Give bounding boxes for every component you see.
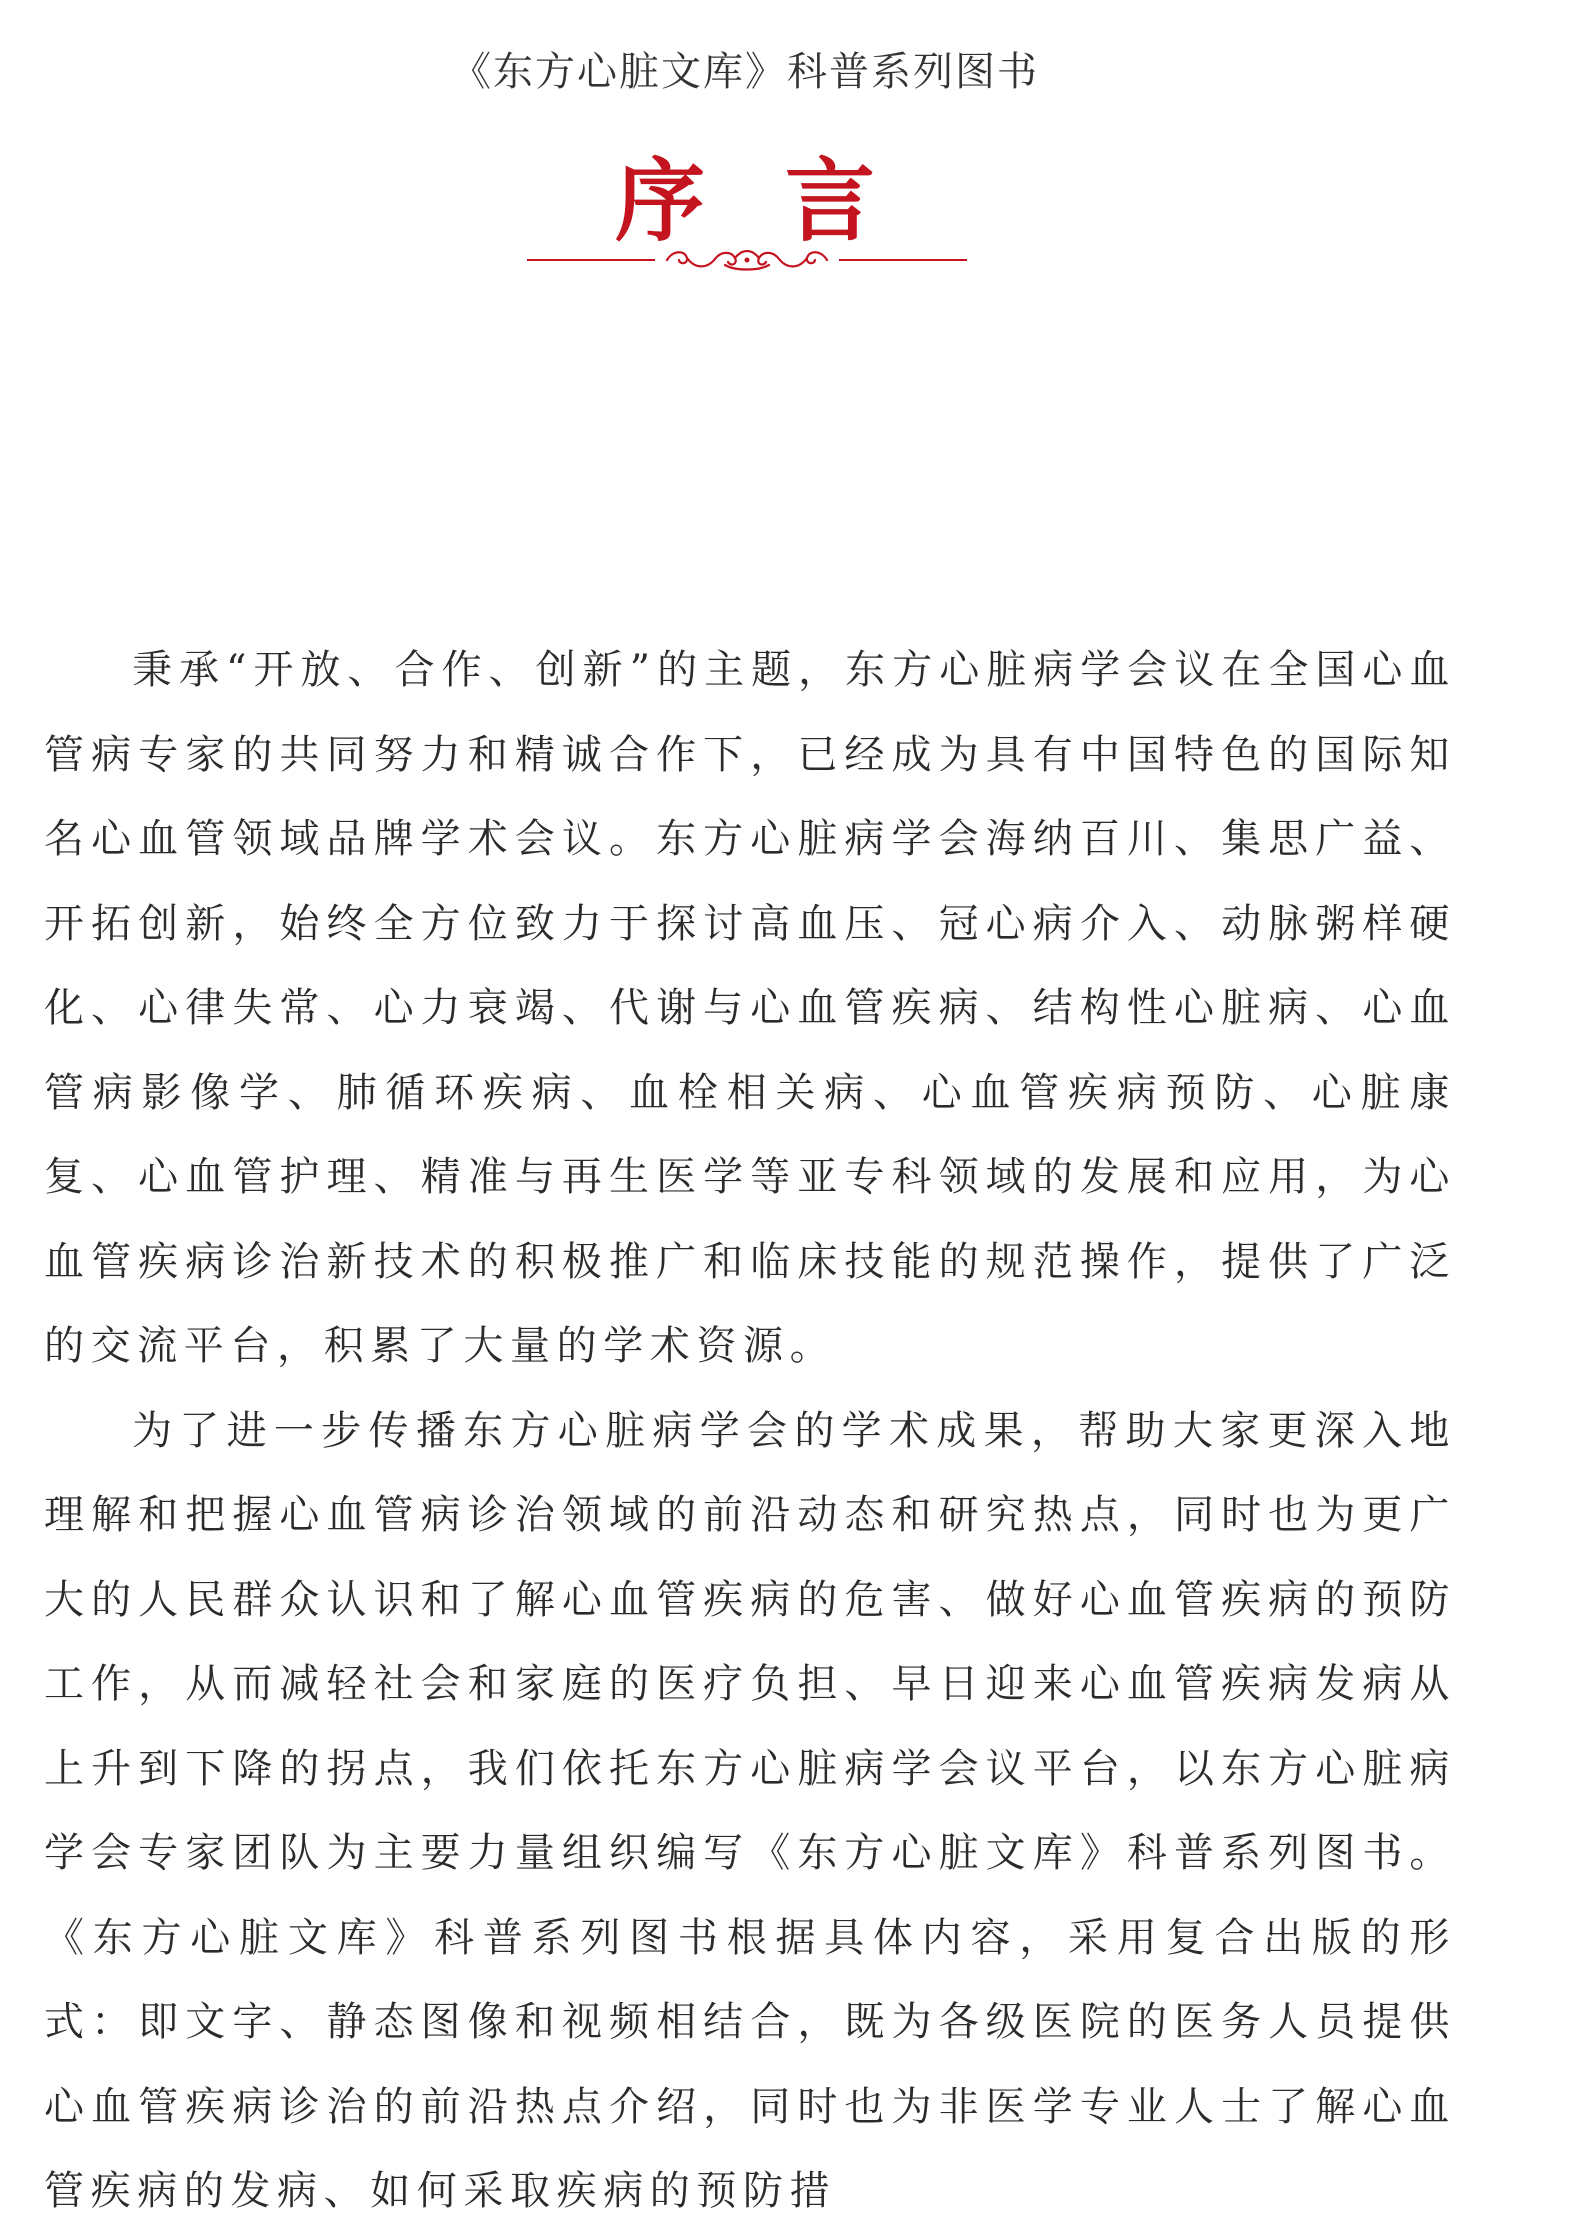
preface-title: 序言 bbox=[615, 148, 955, 254]
preface-paragraph: 为了进一步传播东方心脏病学会的学术成果，帮助大家更深入地理解和把握心血管病诊治领域的前沿动态和研究热点，同时也为更广大的人民群众认识和了解心血管疾病的危害、做好心血管疾病的预防工作，从而减轻社会和家庭的医疗负担、早日迎来心血管疾病发病从上升到下降的拐点，我们依托东方心脏病学会议平台，以东方心脏病学会专家团队为主要力量组织编写《东方心脏文库》科普系列图书。《东方心脏文库》科普系列图书根据具体内容，采用复合出版的形式：即文字、静态图像和视频相结合，既为各级医院的医务人员提供心血管疾病诊治的前沿热点介绍，同时也为非医学专业人士了解心血管疾病的发病、如何采取疾病的预防措 bbox=[44, 1407, 1456, 2214]
preface-body bbox=[44, 628, 1456, 2234]
preface-paragraph: 秉承“开放、合作、创新”的主题，东方心脏病学会议在全国心血管病专家的共同努力和精诚合作下，已经成为具有中国特色的国际知名心血管领域品牌学术会议。东方心脏病学会海纳百川、集思广益、开拓创新，始终全方位致力于探讨高血压、冠心病介入、动脉粥样硬化、心律失常、心力衰竭、代谢与心血管疾病、结构性心脏病、心血管病影像学、肺循环疾病、血栓相关病、心血管疾病预防、心脏康复、心血管护理、精准与再生医学等亚专科领域的发展和应用，为心血管疾病诊治新技术的积极推广和临床技能的规范操作，提供了广泛的交流平台，积累了大量的学术资源。 bbox=[44, 647, 1456, 1369]
flourish-divider-icon bbox=[527, 245, 967, 275]
series-title: 《东方心脏文库》科普系列图书 bbox=[451, 49, 1039, 95]
